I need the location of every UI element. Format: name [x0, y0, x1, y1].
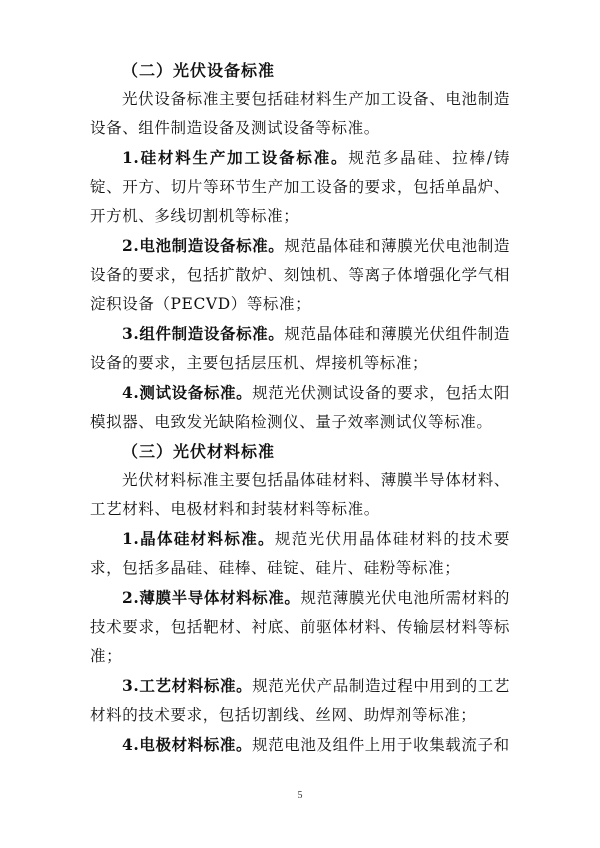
section-heading-materials: （三）光伏材料标准 [122, 442, 276, 461]
item-text: 规范多晶硅、拉棒/铸锭、开方、切片等环节生产加工设备的要求，包括单晶炉、开方机、多线切割机等标准； [90, 149, 510, 225]
item-lead: 4.测试设备标准。 [122, 383, 253, 402]
equipment-item-1 [90, 143, 510, 231]
equipment-item-2 [90, 231, 510, 319]
item-text: 规范晶体硅和薄膜光伏组件制造设备的要求，主要包括层压机、焊接机等标准； [90, 325, 510, 372]
item-lead: 3.组件制造设备标准。 [122, 324, 285, 343]
item-text: 规范薄膜光伏电池所需材料的技术要求，包括靶材、衬底、前驱体材料、传输层材料等标准； [90, 589, 510, 665]
item-lead: 2.薄膜半导体材料标准。 [122, 588, 301, 607]
materials-item-3 [90, 671, 510, 730]
item-lead: 1.硅材料生产加工设备标准。 [122, 148, 349, 167]
equipment-item-4 [90, 378, 510, 437]
item-lead: 1.晶体硅材料标准。 [122, 529, 275, 548]
section-intro-materials: 光伏材料标准主要包括晶体硅材料、薄膜半导体材料、工艺材料、电极材料和封装材料等标准。 [90, 471, 510, 518]
section-intro-equipment: 光伏设备标准主要包括硅材料生产加工设备、电池制造设备、组件制造设备及测试设备等标准。 [90, 90, 510, 137]
item-text: 规范电池及组件上用于收集载流子和 [252, 736, 510, 754]
item-lead: 2.电池制造设备标准。 [122, 236, 285, 255]
item-text: 规范晶体硅和薄膜光伏电池制造设备的要求，包括扩散炉、刻蚀机、等离子体增强化学气相淀积设备（PECVD）等标准； [90, 237, 510, 313]
section-heading-equipment: （二）光伏设备标准 [122, 61, 276, 80]
equipment-item-3 [90, 319, 510, 378]
item-text: 规范光伏用晶体硅材料的技术要求，包括多晶硅、硅棒、硅锭、硅片、硅粉等标准； [90, 530, 511, 577]
materials-item-2 [90, 583, 510, 671]
materials-item-1 [90, 524, 510, 583]
page-content [90, 56, 510, 760]
page-number: 5 [297, 790, 303, 801]
item-lead: 4.电极材料标准。 [122, 735, 253, 754]
item-text: 规范光伏产品制造过程中用到的工艺材料的技术要求，包括切割线、丝网、助焊剂等标准； [90, 677, 510, 724]
materials-item-4 [90, 730, 510, 760]
item-lead: 3.工艺材料标准。 [122, 676, 253, 695]
item-text: 规范光伏测试设备的要求，包括太阳模拟器、电致发光缺陷检测仪、量子效率测试仪等标准。 [90, 384, 510, 431]
